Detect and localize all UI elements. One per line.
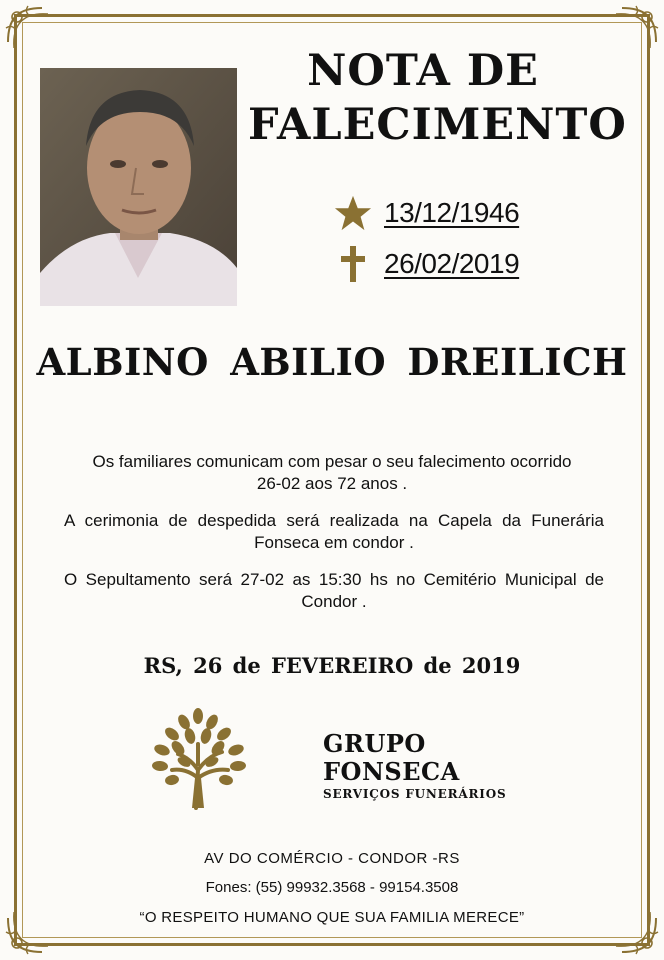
star-icon — [332, 193, 374, 233]
paragraph-ceremony: A cerimonia de despedida será realizada na Capela da Funerária Fonseca em condor . — [64, 511, 604, 552]
brand-line-1: GRUPO — [323, 729, 426, 758]
brand-line-2: FONSECA — [323, 757, 460, 786]
funeral-home-brand — [323, 730, 506, 802]
portrait-photo — [40, 68, 237, 306]
footer-phones: Fones: (55) 99932.3568 - 99154.3508 — [205, 879, 459, 896]
footer-motto: “O RESPEITO HUMANO QUE SUA FAMILIA MERECE” — [139, 909, 525, 926]
paragraph-announcement — [32, 451, 632, 495]
brand-tagline: SERVIÇOS FUNERÁRIOS — [323, 787, 507, 801]
title-line-1: NOTA DE — [307, 46, 539, 96]
deceased-name: ALBINO ABILIO DREILICH — [36, 340, 628, 384]
footer-address: AV DO COMÉRCIO - CONDOR -RS — [204, 850, 460, 867]
death-date-row — [332, 244, 519, 284]
tree-icon — [150, 708, 248, 810]
death-date: 26/02/2019 — [384, 248, 520, 279]
title-line-2: FALECIMENTO — [248, 100, 627, 150]
cross-icon — [332, 244, 374, 284]
paragraph-announcement-line-1: Os familiares comunicam com pesar o seu falecimento ocorrido — [92, 452, 572, 471]
birth-date: 13/12/1946 — [384, 197, 520, 228]
corner-ornament-top-right — [610, 2, 662, 54]
place-and-date: RS, 26 de FEVEREIRO de 2019 — [143, 653, 521, 678]
paragraph-announcement-line-2: 26-02 aos 72 anos . — [256, 474, 408, 493]
notice-title — [248, 44, 627, 152]
paragraph-burial: O Sepultamento será 27-02 as 15:30 hs no Cemitério Municipal de Condor . — [64, 570, 604, 611]
birth-date-row — [332, 193, 519, 233]
corner-ornament-top-left — [2, 2, 54, 54]
